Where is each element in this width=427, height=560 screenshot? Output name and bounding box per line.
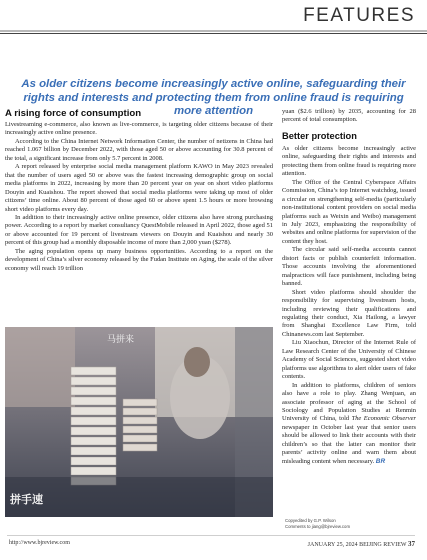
photo-overlay-text: 马拼来 — [107, 335, 135, 345]
footer-issue-text: JANUARY 25, 2024 BEIJING REVIEW — [307, 542, 407, 548]
heading-consumption: A rising force of consumption — [5, 108, 142, 119]
header-rule-dark — [0, 33, 427, 34]
footer-url[interactable]: http://www.bjreview.com — [9, 540, 70, 546]
photo-overlay-text-2: 拼手速 — [10, 493, 43, 506]
footer-issue — [308, 540, 415, 548]
paragraph: Short video platforms should shoulder the responsibility for supervising livestream hosts, including reviewing their qualifications and regulating their conduct, Xia Hailong, a lawyer from Shanghai Excellence Law Firm, told Chinanews.com last September. — [282, 288, 416, 338]
copyedit-credit — [285, 518, 350, 529]
paragraph: The aging population opens up many business opportunities. According to a report on the development of China’s silver economy released by the Fudan Institute on Aging, the scale of the silver economy will reach 19 trillion — [5, 247, 273, 272]
page-number: 37 — [408, 540, 415, 548]
paragraph: As older citizens become increasingly active online, safeguarding their rights and interests and protecting them from online fraud is requiring more attention. — [282, 144, 416, 178]
article-subtitle: As older citizens become increasingly active online, safeguarding their rights and interests and protecting them from online fraud is requiring more attention — [21, 78, 406, 117]
paragraph-final — [282, 382, 416, 467]
section-label: FEATURES — [303, 5, 415, 26]
paragraph: Liu Xiaochun, Director of the Internet Rule of Law Research Center of the University of Chinese Academy of Social Sciences, suggested short video platforms use algorithms to alert older users of fake contents. — [282, 339, 416, 381]
right-column — [282, 108, 416, 466]
heading-protection: Better protection — [282, 130, 357, 141]
livestream-photo-illustration — [5, 327, 273, 517]
article-photo — [5, 327, 273, 517]
paragraph: A report released by enterprise social media management platform KAWO in May 2023 revealed that the number of users aged 50 or above was the fastest increasing demographic group on social media platforms in 2022, increasing by more than 20 percent year on year on short video platforms Douyin and Kuaishou. The report showed that social media platforms were taking up most of older citizens’ time online. About 80 percent of those aged 60 or above spent 1.5 hours or more browsing short video platforms every day. — [5, 163, 273, 213]
final-text-b: newspaper in October last year that senior users should be allowed to link their accounts with their children’s so that the latter can monitor their parents’ activity online and warn them about misleading content when necessary. — [282, 423, 416, 465]
paragraph: The Office of the Central Cyberspace Affairs Commission, China’s top Internet watchdog, issued a circular on strengthening self-media (particularly non-institutional content providers on social media platforms such as Weixin and Weibo) management in July 2023, emphasizing the responsibility of websites and online platforms for supervision of the content they host. — [282, 178, 416, 245]
paragraph-continuation: yuan ($2.6 trillion) by 2035, accounting for 28 percent of total consumption. — [282, 108, 416, 124]
header-rule — [0, 30, 427, 32]
credit-contact: Comments to jiang@bjreview.com — [285, 523, 351, 529]
paragraph: According to the China Internet Network Information Center, the number of netizens in China had reached 1.067 billion by December 2022, with those aged 50 or above accounting for 30.8 percent of the total, a significant increase from only 5.7 percent in 2008. — [5, 137, 273, 162]
paragraph: The circular said self-media accounts cannot distort facts or publish counterfeit information. Those accounts involving the aforementioned malpractices will face punishment, including being banned. — [282, 246, 416, 288]
footer-rule — [7, 535, 415, 536]
end-mark: BR — [375, 457, 386, 465]
left-column — [5, 108, 273, 273]
credit-editor: Copyedited by G.P. Wilson — [285, 518, 336, 523]
paragraph: In addition to their increasingly active online presence, older citizens also have strong purchasing power. According to a report by market consultancy QuestMobile released in April 2022, those aged 51 or above accounted for 19 percent of livestream viewers on Douyin and Kuaishou and nearly 30 percent of this group had a monthly disposable income of more than 2,000 yuan ($278). — [5, 213, 273, 247]
publication-name: The Economic Observer — [351, 415, 416, 423]
final-text-a: In addition to platforms, children of seniors also have a role to play. Zhang Wenjuan, an associate professor of aging at the School of Sociology and Population Studies at Renmin University of China, told — [282, 381, 416, 423]
paragraph: Livestreaming e-commerce, also known as live-commerce, is targeting older citizens because of their increasingly active online presence. — [5, 121, 273, 137]
